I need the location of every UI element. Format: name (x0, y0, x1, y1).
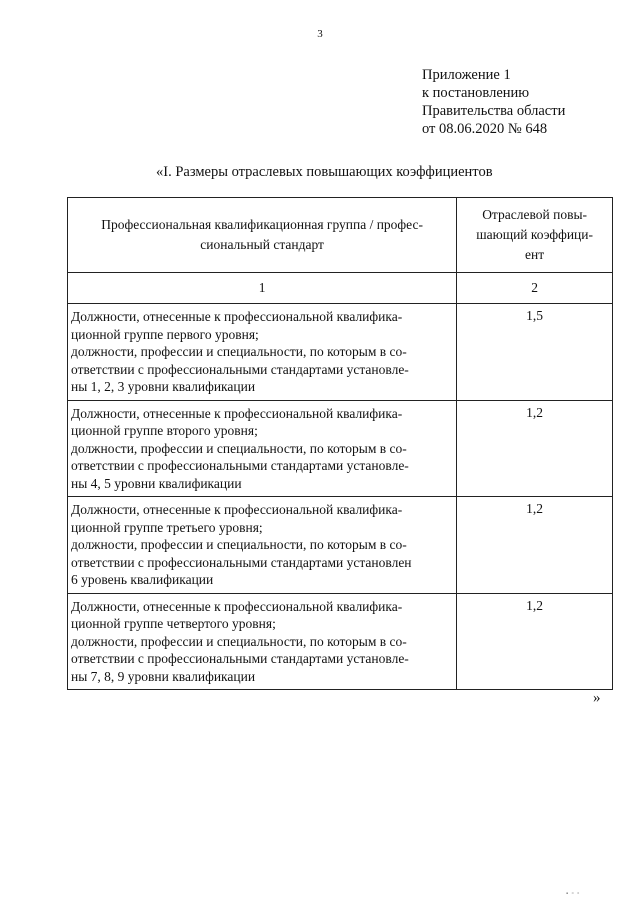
appendix-line: от 08.06.2020 № 648 (422, 121, 548, 137)
description-line: ционной группе первого уровня; (71, 326, 259, 342)
closing-quote: » (593, 690, 601, 706)
description-line: ны 1, 2, 3 уровни квалификации (71, 379, 256, 394)
section-heading: «I. Размеры отраслевых повышающих коэффициентов (156, 164, 493, 180)
header-line: шающий коэффици- (476, 227, 593, 242)
description-line: должности, профессии и специальности, по которым в со- (71, 537, 407, 552)
row-description (68, 304, 457, 401)
description-line: ответствии с профессиональными стандартами установле- (71, 458, 409, 473)
table-header-row (68, 198, 613, 273)
description-line: Должности, отнесенные к профессиональной квалифика- (71, 309, 403, 324)
row-coefficient: 1,2 (457, 593, 613, 690)
table-row (68, 497, 613, 594)
description-line: Должности, отнесенные к профессиональной квалифика- (71, 502, 403, 517)
description-line: ционной группе третьего уровня; (71, 519, 263, 535)
description-line: ответствии с профессиональными стандартами установле- (71, 651, 409, 666)
table-row (68, 593, 613, 690)
row-coefficient: 1,2 (457, 400, 613, 497)
description-line: ответствии с профессиональными стандартами установле- (71, 361, 409, 377)
description-line: ционной группе второго уровня; (71, 423, 258, 438)
appendix-block (422, 66, 565, 138)
table-row (68, 304, 613, 401)
row-description (68, 400, 457, 497)
appendix-line: Приложение 1 (422, 67, 511, 83)
description-line: ны 4, 5 уровни квалификации (71, 475, 242, 491)
description-line: Должности, отнесенные к профессиональной квалифика- (71, 405, 403, 421)
row-coefficient: 1,5 (457, 304, 613, 401)
header-professional-group (68, 198, 457, 273)
description-line: должности, профессии и специальности, по которым в со- (71, 344, 407, 359)
description-line: Должности, отнесенные к профессиональной квалифика- (71, 598, 403, 614)
row-description (68, 593, 457, 690)
table-row (68, 400, 613, 497)
page-number: 3 (317, 28, 323, 40)
header-coefficient (457, 198, 613, 273)
description-line: должности, профессии и специальности, по которым в со- (71, 440, 407, 456)
description-line: ционной группе четвертого уровня; (71, 616, 276, 631)
description-line: должности, профессии и специальности, по которым в со- (71, 633, 407, 649)
header-line: Профессиональная квалификационная группа / профес- (101, 217, 423, 232)
coefficients-table (67, 197, 613, 690)
description-line: 6 уровень квалификации (71, 572, 214, 587)
description-line: ны 7, 8, 9 уровни квалификации (71, 668, 256, 684)
appendix-line: к постановлению (422, 85, 530, 101)
column-number: 1 (68, 273, 457, 304)
row-description (68, 497, 457, 594)
scan-mark: ▪ ▫ ▫ (566, 891, 581, 897)
row-coefficient: 1,2 (457, 497, 613, 594)
appendix-line: Правительства области (422, 103, 566, 119)
header-line: ент (525, 247, 545, 262)
column-number-row (68, 273, 613, 304)
header-line: сиональный стандарт (200, 237, 324, 252)
description-line: ответствии с профессиональными стандартами установлен (71, 554, 412, 570)
header-line: Отраслевой повы- (482, 207, 588, 222)
column-number: 2 (457, 273, 613, 304)
